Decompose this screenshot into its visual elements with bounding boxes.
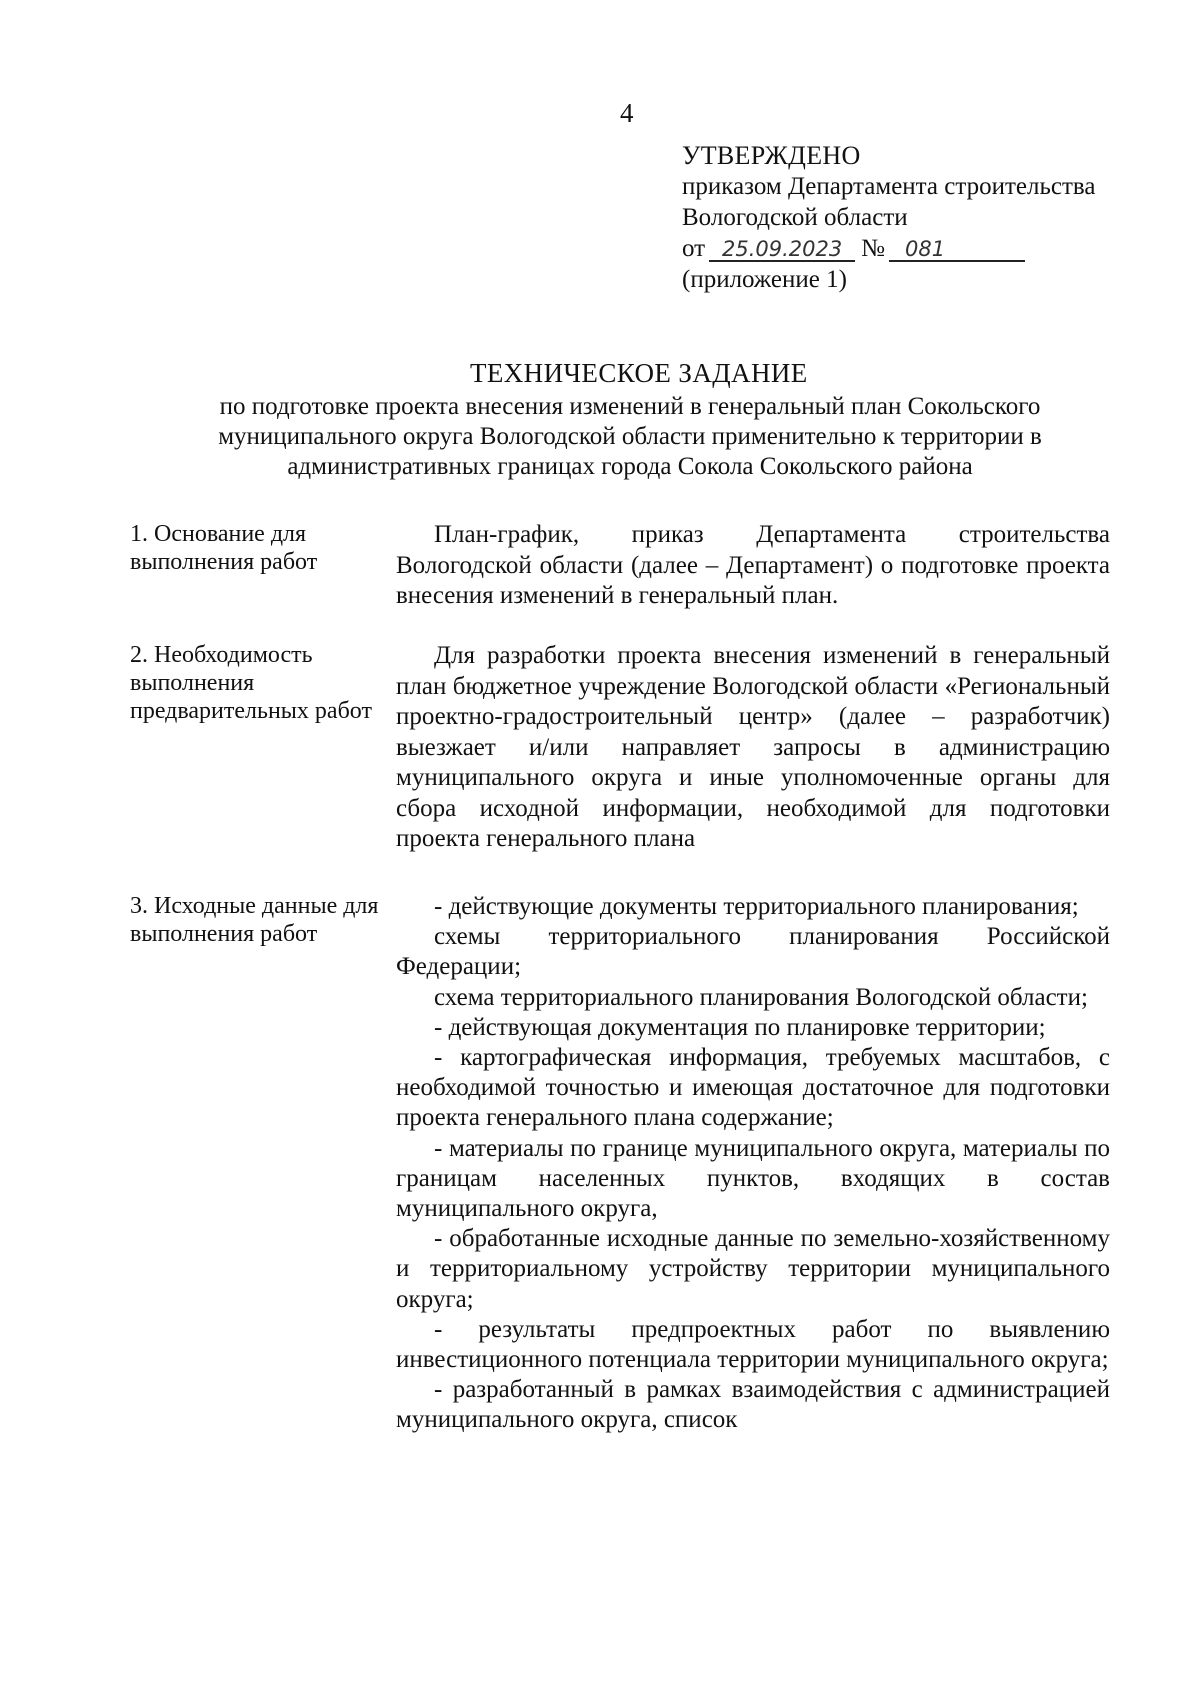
approval-line-1: приказом Департамента строительства — [682, 173, 1096, 200]
document-title: ТЕХНИЧЕСКОЕ ЗАДАНИЕ — [470, 358, 808, 388]
list-item: - разработанный в рамках взаимодействия с администрацией муниципального округа, список — [396, 1376, 1110, 1434]
section-label: 1. Основание для выполнения работ — [130, 521, 318, 575]
document-subtitle: по подготовке проекта внесения изменений в генеральный план Сокольского муниципального округа Вологодской области применительно к территории в административных границах города Сокола Сокольского района — [218, 393, 1042, 480]
list-item: - материалы по границе муниципального округа, материалы по границам населенных пунктов, входящих в состав муниципального округа, — [396, 1134, 1110, 1223]
approval-number-handwritten: 081 — [889, 238, 1025, 262]
list-item: - картографическая информация, требуемых масштабов, с необходимой точностью и имеющая достаточное для подготовки проекта генерального плана содержание; — [396, 1044, 1110, 1132]
section-paragraph: Для разработки проекта внесения изменений в генеральный план бюджетное учреждение Вологодской области «Региональный проектно-градостроительный центр» (далее – разработчик) выезжает и/или направляет запросы в администрацию муниципального округа и иные уполномоченные органы для сбора исходной информации, необходимой для подготовки проекта генерального плана — [396, 642, 1110, 852]
approval-from-label: от — [682, 235, 706, 262]
section-body — [396, 892, 1110, 1436]
list-item: - действующие документы территориального планирования; — [434, 893, 1079, 920]
section-body — [396, 641, 1110, 855]
approval-title: УТВЕРЖДЕНО — [682, 141, 861, 170]
section-paragraph: План-график, приказ Департамента строительства Вологодской области (далее – Департамент) о подготовке проекта внесения изменений в генеральный план. — [396, 521, 1110, 609]
approval-number-label: № — [861, 235, 885, 262]
approval-attachment: (приложение 1) — [682, 266, 847, 293]
list-item: схемы территориального планирования Российской Федерации; — [396, 923, 1110, 981]
section-label: 2. Необходимость выполнения предварительных работ — [130, 642, 372, 724]
section-body — [396, 520, 1110, 612]
list-item: - обработанные исходные данные по земельно-хозяйственному и территориальному устройству территории муниципального округа; — [396, 1225, 1110, 1313]
approval-date-handwritten: 25.09.2023 — [709, 238, 855, 262]
approval-line-2: Вологодской области — [682, 204, 908, 231]
approval-date-line — [682, 233, 1095, 264]
section-label: 3. Исходные данные для выполнения работ — [130, 893, 379, 947]
list-item: - результаты предпроектных работ по выявлению инвестиционного потенциала территории муниципального округа; — [396, 1315, 1110, 1374]
approval-stamp-block — [682, 140, 1095, 295]
list-item: схема территориального планирования Вологодской области; — [434, 983, 1088, 1011]
page-number: 4 — [620, 98, 634, 128]
list-item: - действующая документация по планировке территории; — [434, 1013, 1046, 1041]
